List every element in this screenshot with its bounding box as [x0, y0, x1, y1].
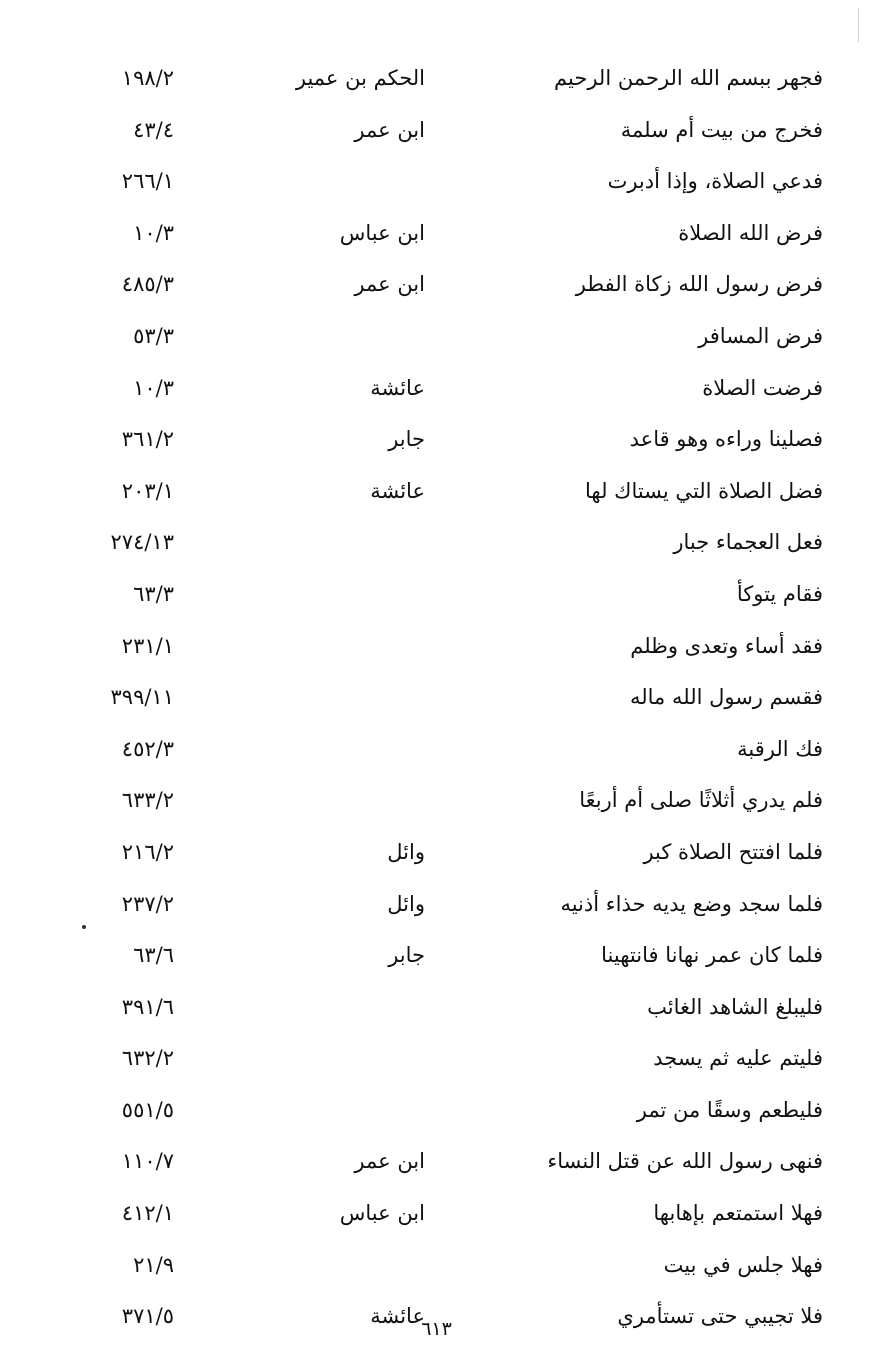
hadith-text: فليبلغ الشاهد الغائب [647, 994, 823, 1019]
volume-page-reference: ٤١٢/١ [121, 1201, 174, 1226]
volume-page-reference: ٦٣/٣ [133, 581, 174, 606]
hadith-text: فلما سجد وضع يديه حذاء أذنيه [560, 891, 823, 916]
hadith-index-list [0, 55, 873, 1345]
index-row [0, 932, 873, 984]
volume-page-reference: ٢١٦/٢ [121, 839, 174, 864]
narrator-name: وائل [387, 891, 425, 916]
narrator-name: ابن عباس [339, 220, 425, 245]
index-row [0, 777, 873, 829]
hadith-text: فلما افتتح الصلاة كبر [643, 839, 823, 864]
narrator-name: جابر [388, 427, 425, 452]
index-row [0, 519, 873, 571]
volume-page-reference: ٣٩٩/١١ [110, 685, 174, 710]
index-row [0, 55, 873, 107]
volume-page-reference: ٦٣٣/٢ [121, 788, 174, 813]
volume-page-reference: ٢٣٧/٢ [121, 891, 174, 916]
index-row [0, 881, 873, 933]
hadith-text: فرض المسافر [698, 323, 823, 348]
volume-page-reference: ٣٧١/٥ [121, 1304, 174, 1329]
hadith-text: فجهر ببسم الله الرحمن الرحيم [554, 66, 823, 90]
volume-page-reference: ١١٠/٧ [121, 1149, 174, 1174]
volume-page-reference: ٣٦١/٢ [121, 427, 174, 452]
volume-page-reference: ١٠/٣ [133, 375, 174, 400]
hadith-text: فلما كان عمر نهانا فانتهينا [601, 943, 823, 968]
hadith-text: فدعي الصلاة، وإذا أدبرت [607, 169, 823, 194]
volume-page-reference: ٦٣٢/٢ [121, 1046, 174, 1071]
hadith-text: فقد أساء وتعدى وظلم [630, 633, 823, 658]
hadith-text: فقام يتوكأ [736, 581, 823, 606]
volume-page-reference: ٣٩١/٦ [121, 994, 174, 1019]
volume-page-reference: ٢٣١/١ [121, 633, 174, 658]
volume-page-reference: ١٩٨/٢ [121, 66, 174, 90]
index-row [0, 829, 873, 881]
index-row [0, 313, 873, 365]
hadith-text: فهلا جلس في بيت [663, 1252, 823, 1277]
narrator-name: ابن عمر [354, 1149, 425, 1174]
narrator-name: عائشة [370, 375, 425, 400]
hadith-text: فعل العجماء جبار [673, 530, 823, 555]
index-row [0, 1242, 873, 1294]
volume-page-reference: ٤٥٢/٣ [121, 736, 174, 761]
volume-page-reference: ٦٣/٦ [133, 943, 174, 968]
index-row [0, 107, 873, 159]
volume-page-reference: ١٠/٣ [133, 220, 174, 245]
volume-page-reference: ٤٨٥/٣ [121, 272, 174, 297]
hadith-text: فصلينا وراءه وهو قاعد [629, 427, 823, 452]
hadith-text: فقسم رسول الله ماله [630, 685, 823, 710]
index-row [0, 1035, 873, 1087]
index-row [0, 210, 873, 262]
index-row [0, 1190, 873, 1242]
hadith-text: فخرج من بيت أم سلمة [620, 117, 823, 142]
hadith-text: فرض الله الصلاة [678, 220, 823, 245]
narrator-name: الحكم بن عمير [295, 66, 425, 90]
volume-page-reference: ٢٠٣/١ [121, 478, 174, 503]
index-row [0, 365, 873, 417]
hadith-text: فلا تجيبي حتى تستأمري [617, 1304, 823, 1329]
index-row [0, 1087, 873, 1139]
narrator-name: ابن عمر [354, 272, 425, 297]
index-row [0, 416, 873, 468]
index-row [0, 623, 873, 675]
hadith-text: فهلا استمتعم بإهابها [653, 1201, 823, 1226]
index-row [0, 571, 873, 623]
narrator-name: جابر [388, 943, 425, 968]
volume-page-reference: ٤٣/٤ [133, 117, 174, 142]
hadith-text: فضل الصلاة التي يستاك لها [584, 478, 823, 503]
volume-page-reference: ٢١/٩ [133, 1252, 174, 1277]
index-row [0, 158, 873, 210]
index-row [0, 261, 873, 313]
hadith-text: فرض رسول الله زكاة الفطر [575, 272, 823, 297]
hadith-text: فليطعم وسقًا من تمر [636, 1097, 823, 1122]
narrator-name: ابن عباس [339, 1201, 425, 1226]
narrator-name: عائشة [370, 478, 425, 503]
hadith-text: فليتم عليه ثم يسجد [653, 1046, 823, 1071]
index-row [0, 1138, 873, 1190]
volume-page-reference: ٥٣/٣ [133, 323, 174, 348]
volume-page-reference: ٥٥١/٥ [121, 1097, 174, 1122]
index-row [0, 984, 873, 1036]
hadith-text: فنهى رسول الله عن قتل النساء [547, 1149, 823, 1174]
index-row [0, 726, 873, 778]
narrator-name: وائل [387, 839, 425, 864]
narrator-name: ابن عمر [354, 117, 425, 142]
volume-page-reference: ٢٦٦/١ [121, 169, 174, 194]
hadith-text: فلم يدري أثلاثًا صلى أم أربعًا [579, 788, 823, 813]
page-number: ٦١٣ [421, 1318, 452, 1340]
hadith-text: فرضت الصلاة [702, 375, 823, 400]
index-row [0, 468, 873, 520]
index-row [0, 674, 873, 726]
page-edge-mark [858, 8, 859, 42]
hadith-text: فك الرقبة [737, 736, 823, 761]
narrator-name: عائشة [370, 1304, 425, 1329]
volume-page-reference: ٢٧٤/١٣ [110, 530, 174, 555]
